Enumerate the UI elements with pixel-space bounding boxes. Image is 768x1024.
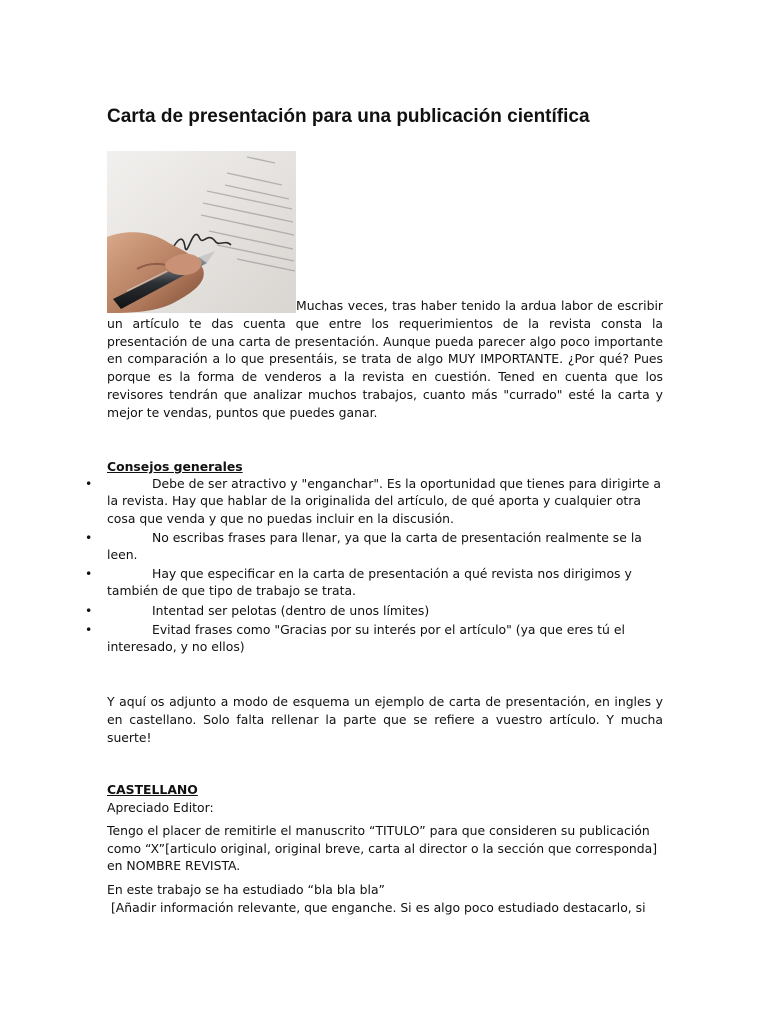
letter-paragraph: En este trabajo se ha estudiado “bla bla bla”	[107, 881, 385, 897]
consejos-heading: Consejos generales	[107, 459, 243, 474]
bullet-icon: •	[85, 529, 93, 545]
list-item	[85, 621, 663, 655]
pen-signing-letter-image	[107, 151, 296, 313]
letter-paragraph: Tengo el placer de remitirle el manuscrito “TITULO” para que consideren su publicación como “X”[articulo original, original breve, carta al director o la sección que corresponda] en NOMBRE REVISTA.	[107, 823, 658, 874]
list-item	[85, 529, 663, 563]
list-item-text: No escribas frases para llenar, ya que la carta de presentación realmente se la leen.	[107, 529, 642, 563]
consejos-section	[85, 458, 663, 657]
castellano-heading: CASTELLANO	[107, 782, 198, 797]
closing-paragraph: Y aquí os adjunto a modo de esquema un ejemplo de carta de presentación, en ingles y en castellano. Solo falta rellenar la parte que se refiere a vuestro artículo. Y mucha suerte!	[107, 694, 663, 745]
list-item-text: Hay que especificar en la carta de presentación a qué revista nos dirigimos y también de que tipo de trabajo se trata.	[107, 566, 632, 599]
bullet-icon: •	[85, 602, 93, 618]
intro-paragraph: Muchas veces, tras haber tenido la ardua labor de escribir un artículo te das cuenta que entre los requerimientos de la revista consta la presentación de una carta de presentación. Aunque pueda parecer algo poco importante en comparación a lo que presentáis, se trata de algo MUY IMPORTANTE. ¿Por qué? Pues porque es la forma de venderos a la revista en cuestión. Tened en cuenta que los revisores tendrán que analizar muchos trabajos, cuanto más "currado" esté la carta y mejor te vendas, puntos que puedes ganar.	[107, 298, 663, 420]
consejos-list	[85, 475, 663, 655]
list-item	[85, 565, 663, 599]
page-title: Carta de presentación para una publicación científica	[107, 105, 590, 127]
list-item-text: Evitad frases como "Gracias por su interés por el artículo" (ya que eres tú el interesado, y no ellos)	[107, 621, 625, 655]
list-item-text: Debe de ser atractivo y "enganchar". Es la oportunidad que tienes para dirigirte a la revista. Hay que hablar de la originalida del artículo, de qué aporta y cualquier otra cosa que venda y que no puedas incluir en la discusión.	[107, 476, 661, 526]
list-item	[85, 602, 663, 619]
letter-paragraph: [Añadir información relevante, que enganche. Si es algo poco estudiado destacarlo, si	[107, 899, 646, 915]
castellano-section	[107, 781, 663, 916]
list-item	[85, 475, 663, 527]
letter-greeting: Apreciado Editor:	[107, 799, 214, 815]
list-item-text: Intentad ser pelotas (dentro de unos límites)	[152, 602, 430, 618]
bullet-icon: •	[85, 566, 93, 582]
bullet-icon: •	[85, 476, 93, 492]
bullet-icon: •	[85, 621, 93, 637]
